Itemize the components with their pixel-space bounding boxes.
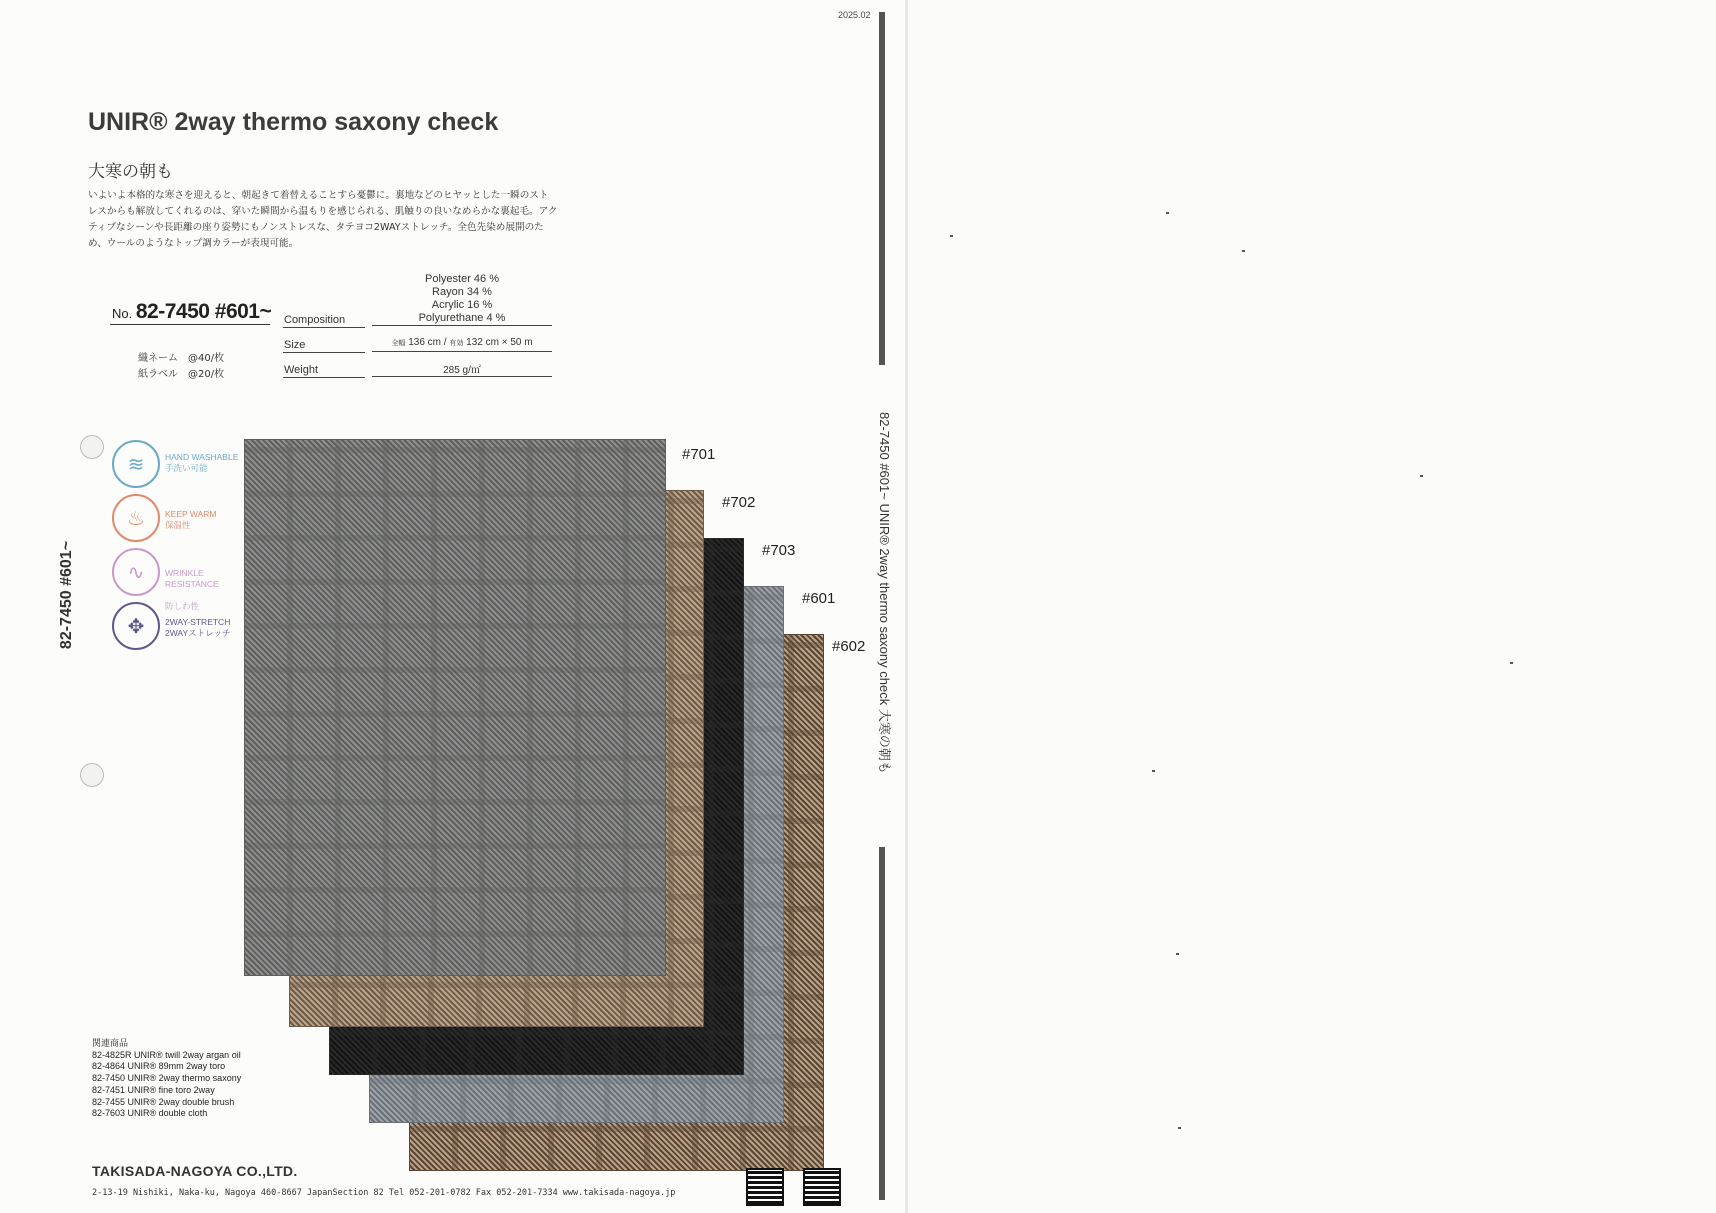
blank-facing-page <box>910 0 1716 1213</box>
feature-label-en: WRINKLE RESISTANCE <box>165 568 219 589</box>
spine-bar-top <box>879 12 885 365</box>
fabric-title: UNIR® 2way thermo saxony check <box>88 108 499 136</box>
size-effective-width: 132 cm × 50 m <box>466 337 533 348</box>
product-no-label: No. <box>112 306 133 321</box>
composition-label: Composition <box>284 314 346 326</box>
weight-value: 285 g/㎡ <box>443 365 481 376</box>
fabric-description: いよいよ本格的な寒さを迎えると、朝起きて着替えることすら憂鬱に。裏地などのヒヤッとした一瞬のストレスからも解放してくれるのは、穿いた瞬間から温もりを感じられる、肌触りの良いなめらかな裏起毛。アクティブなシーンや長距離の座り姿勢にもノンストレスな、タテヨコ2WAYストレッチ。全色先染め展開のため、ウールのようなトップ調カラーが表現可能。 <box>88 190 558 249</box>
composition-label-line <box>283 327 365 328</box>
composition-value-line <box>372 325 552 326</box>
product-underline <box>110 324 270 325</box>
related-item: 82-4825R UNIR® twill 2way argan oil <box>92 1049 241 1060</box>
feature-hand-washable <box>112 440 160 488</box>
qr-code-icon <box>803 1168 841 1206</box>
feature-label <box>165 452 238 474</box>
related-item: 82-7455 UNIR® 2way double brush <box>92 1096 235 1107</box>
paper-speck <box>1176 953 1179 955</box>
binder-hole-top <box>80 435 104 459</box>
weight-value-line <box>372 376 552 377</box>
paper-speck <box>1152 770 1155 772</box>
vertical-product-code: 82-7450 #601~ <box>58 540 75 650</box>
feature-2way-stretch <box>112 602 160 650</box>
size-label: Size <box>284 339 306 351</box>
paper-speck <box>1166 212 1169 214</box>
composition-line: Polyurethane 4 % <box>418 312 506 324</box>
page-fold <box>905 0 908 1213</box>
fabric-subtitle: 大寒の朝も <box>88 162 173 182</box>
composition-line: Acrylic 16 % <box>431 299 493 311</box>
related-item: 82-7451 UNIR® fine toro 2way <box>92 1084 215 1095</box>
product-number <box>112 300 271 324</box>
paper-speck <box>1178 1127 1181 1129</box>
feature-label-ja: 2WAYストレッチ <box>165 628 231 638</box>
feature-label-ja: 防しわ性 <box>165 601 200 611</box>
fabric-swatch-701 <box>245 440 665 975</box>
qr-code-icon <box>746 1168 784 1206</box>
feature-wrinkle-resistance <box>112 548 160 596</box>
composition-line: Polyester 46 % <box>425 273 499 285</box>
feature-label <box>165 557 219 623</box>
option-woven-label: 織ネーム @40/枚 <box>138 353 225 364</box>
swatch-label-701: #701 <box>682 446 716 463</box>
weight-label: Weight <box>284 364 319 376</box>
product-code: 82-7450 #601~ <box>135 300 272 323</box>
feature-label-en: HAND WASHABLE <box>165 452 239 462</box>
feature-label-ja: 保温性 <box>165 520 191 530</box>
binder-hole-bottom <box>80 763 104 787</box>
swatch-label-602: #602 <box>832 638 866 655</box>
composition-values <box>372 273 552 325</box>
wrinkle-icon: ∿ <box>112 548 160 596</box>
issue-date: 2025.02 <box>838 10 871 20</box>
size-full-width: 136 cm / <box>408 337 447 348</box>
feature-keep-warm <box>112 494 160 542</box>
related-item: 82-7603 UNIR® double cloth <box>92 1108 208 1119</box>
size-value-line <box>372 351 552 352</box>
size-value <box>372 337 552 348</box>
feature-label <box>165 617 231 639</box>
feature-label-ja: 手洗い可能 <box>165 463 208 473</box>
flame-icon: ♨ <box>112 494 160 542</box>
related-products <box>92 1038 241 1120</box>
swatch-label-601: #601 <box>802 590 836 607</box>
paper-speck <box>1242 250 1245 252</box>
company-name: TAKISADA-NAGOYA CO.,LTD. <box>92 1163 298 1179</box>
paper-speck <box>1510 662 1513 664</box>
option-paper-label: 紙ラベル @20/枚 <box>138 369 225 380</box>
hand-wash-icon: ≋ <box>112 440 160 488</box>
weight-label-line <box>283 377 365 378</box>
size-prefix-effective: 有効 <box>449 340 464 347</box>
composition-line: Rayon 34 % <box>432 286 492 298</box>
related-title: 関連商品 <box>92 1038 129 1048</box>
swatch-label-703: #703 <box>762 542 796 559</box>
feature-label-en: KEEP WARM <box>165 509 217 519</box>
size-label-line <box>283 352 365 353</box>
swatch-label-702: #702 <box>722 494 756 511</box>
paper-speck <box>1420 475 1423 477</box>
stretch-arrows-icon: ✥ <box>112 602 160 650</box>
spine-text: 82-7450 #601~ UNIR® 2way thermo saxony check 大寒の朝も <box>877 412 892 774</box>
feature-label-en: 2WAY-STRETCH <box>165 617 231 627</box>
size-prefix-full: 全幅 <box>391 340 406 347</box>
related-item: 82-7450 UNIR® 2way thermo saxony <box>92 1073 242 1084</box>
company-address: 2-13-19 Nishiki, Naka-ku, Nagoya 460-8667 JapanSection 82 Tel 052-201-0782 Fax 052-201-7334 www.takisada-nagoya.jp <box>92 1188 676 1198</box>
paper-speck <box>950 235 953 237</box>
related-item: 82-4864 UNIR® 89mm 2way toro <box>92 1061 226 1072</box>
feature-label <box>165 509 216 531</box>
spine-bar-bottom <box>879 847 885 1200</box>
